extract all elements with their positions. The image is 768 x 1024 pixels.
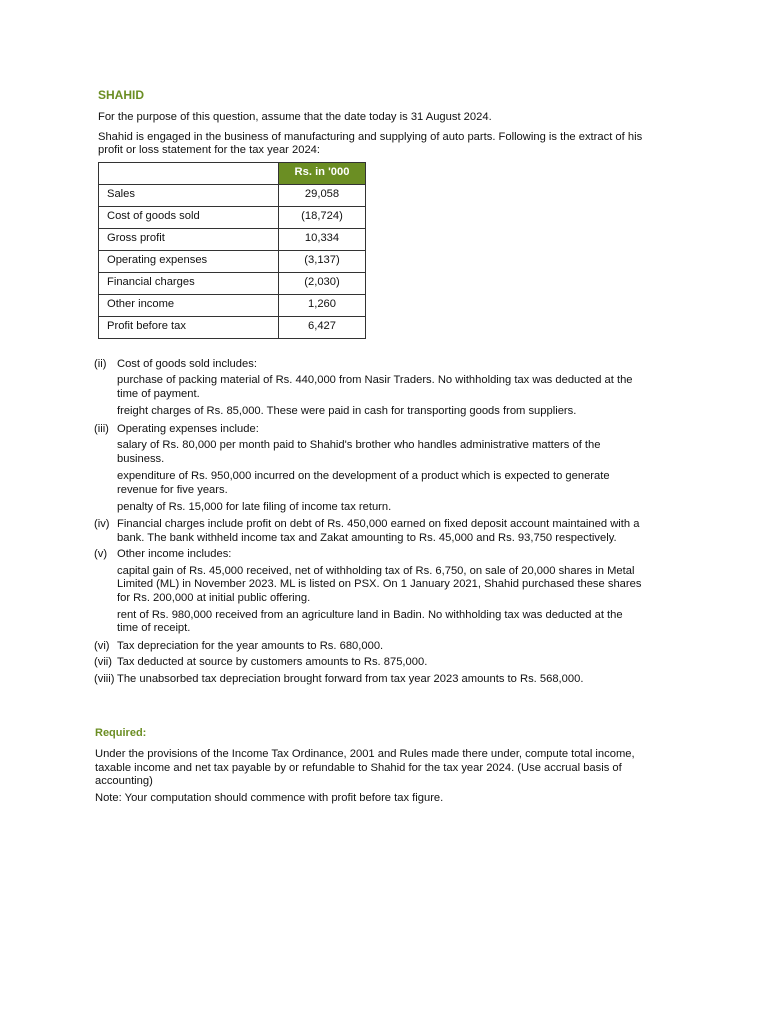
note-ii-sub-1: purchase of packing material of Rs. 440,000 from Nasir Traders. No withholding tax was deducted at the time of payment.	[117, 374, 633, 400]
note-number: (iii)	[94, 422, 109, 435]
note-iii	[94, 423, 646, 436]
note-number: (iv)	[94, 518, 110, 531]
note-v-sub-1: capital gain of Rs. 45,000 received, net of withholding tax of Rs. 6,750, on sale of 20,000 shares in Metal Limited (ML) in November 2023. ML is listed on PSX. On 1 January 2021, Shahid purchased these shares for Rs. 200,000 at initial public offering.	[117, 564, 642, 604]
note-text: Other income includes:	[117, 548, 232, 561]
note-text: Tax depreciation for the year amounts to Rs. 680,000.	[117, 639, 384, 652]
note-text: Tax deducted at source by customers amounts to Rs. 875,000.	[117, 656, 428, 669]
row-label: Profit before tax	[99, 316, 279, 338]
note-text: The unabsorbed tax depreciation brought forward from tax year 2023 amounts to Rs. 568,000.	[117, 672, 584, 685]
row-value: 1,260	[279, 294, 366, 316]
note-number: (v)	[94, 548, 108, 561]
note-v	[94, 548, 646, 561]
notes-section	[94, 358, 646, 689]
note-number: (vi)	[94, 639, 110, 652]
note-text: Financial charges include profit on debt of Rs. 450,000 earned on fixed deposit account maintained with a bank. The bank withheld income tax and Zakat amounting to Rs. 45,000 and Rs. 93,750 respectively.	[117, 518, 640, 544]
question-title: SHAHID	[98, 88, 145, 102]
note-v-sub-2: rent of Rs. 980,000 received from an agriculture land in Badin. No withholding tax was deducted at the time of receipt.	[117, 609, 623, 635]
table-row	[99, 294, 366, 316]
note-number: (vii)	[94, 656, 113, 669]
note-iii-sub-2: expenditure of Rs. 950,000 incurred on the development of a product which is expected to generate revenue for five years.	[117, 470, 610, 496]
row-value: 29,058	[279, 184, 366, 206]
note-ii-sub-2: freight charges of Rs. 85,000. These were paid in cash for transporting goods from suppliers.	[117, 405, 577, 418]
table-header-blank	[99, 162, 279, 184]
table-row	[99, 250, 366, 272]
row-label: Financial charges	[99, 272, 279, 294]
table-row	[99, 184, 366, 206]
row-label: Gross profit	[99, 228, 279, 250]
note-vii	[94, 656, 646, 669]
table-row	[99, 272, 366, 294]
table-row	[99, 228, 366, 250]
row-label: Other income	[99, 294, 279, 316]
note-vi	[94, 640, 646, 653]
intro-business: Shahid is engaged in the business of manufacturing and supplying of auto parts. Following is the extract of his profit or loss statement for the tax year 2024:	[98, 130, 643, 157]
note-viii	[94, 673, 646, 686]
row-value: (3,137)	[279, 250, 366, 272]
table-row	[99, 316, 366, 338]
row-value: (2,030)	[279, 272, 366, 294]
row-value: 10,334	[279, 228, 366, 250]
note-number: (viii)	[94, 672, 115, 685]
question-header	[98, 88, 646, 339]
required-note: Note: Your computation should commence with profit before tax figure.	[95, 791, 444, 804]
note-ii	[94, 358, 646, 371]
table-header-row	[99, 162, 366, 184]
row-value: 6,427	[279, 316, 366, 338]
row-label: Operating expenses	[99, 250, 279, 272]
note-iv	[94, 518, 646, 545]
note-iii-sub-3: penalty of Rs. 15,000 for late filing of income tax return.	[117, 500, 392, 513]
profit-loss-table	[98, 162, 366, 339]
note-number: (ii)	[94, 358, 107, 370]
table-header-amount: Rs. in '000	[279, 162, 366, 184]
required-text: Under the provisions of the Income Tax Ordinance, 2001 and Rules made there under, compute total income, taxable income and net tax payable by or refundable to Shahid for the tax year 2024. (Use accrual basis of accounting)	[95, 748, 635, 788]
row-value: (18,724)	[279, 206, 366, 228]
note-text: Operating expenses include:	[117, 422, 259, 435]
note-text: Cost of goods sold includes:	[117, 358, 257, 370]
row-label: Cost of goods sold	[99, 206, 279, 228]
intro-date: For the purpose of this question, assume that the date today is 31 August 2024.	[98, 111, 492, 124]
row-label: Sales	[99, 184, 279, 206]
note-iii-sub-1: salary of Rs. 80,000 per month paid to Shahid's brother who handles administrative matters of the business.	[117, 439, 601, 465]
table-row	[99, 206, 366, 228]
required-title: Required:	[95, 727, 147, 739]
required-section	[95, 727, 646, 808]
